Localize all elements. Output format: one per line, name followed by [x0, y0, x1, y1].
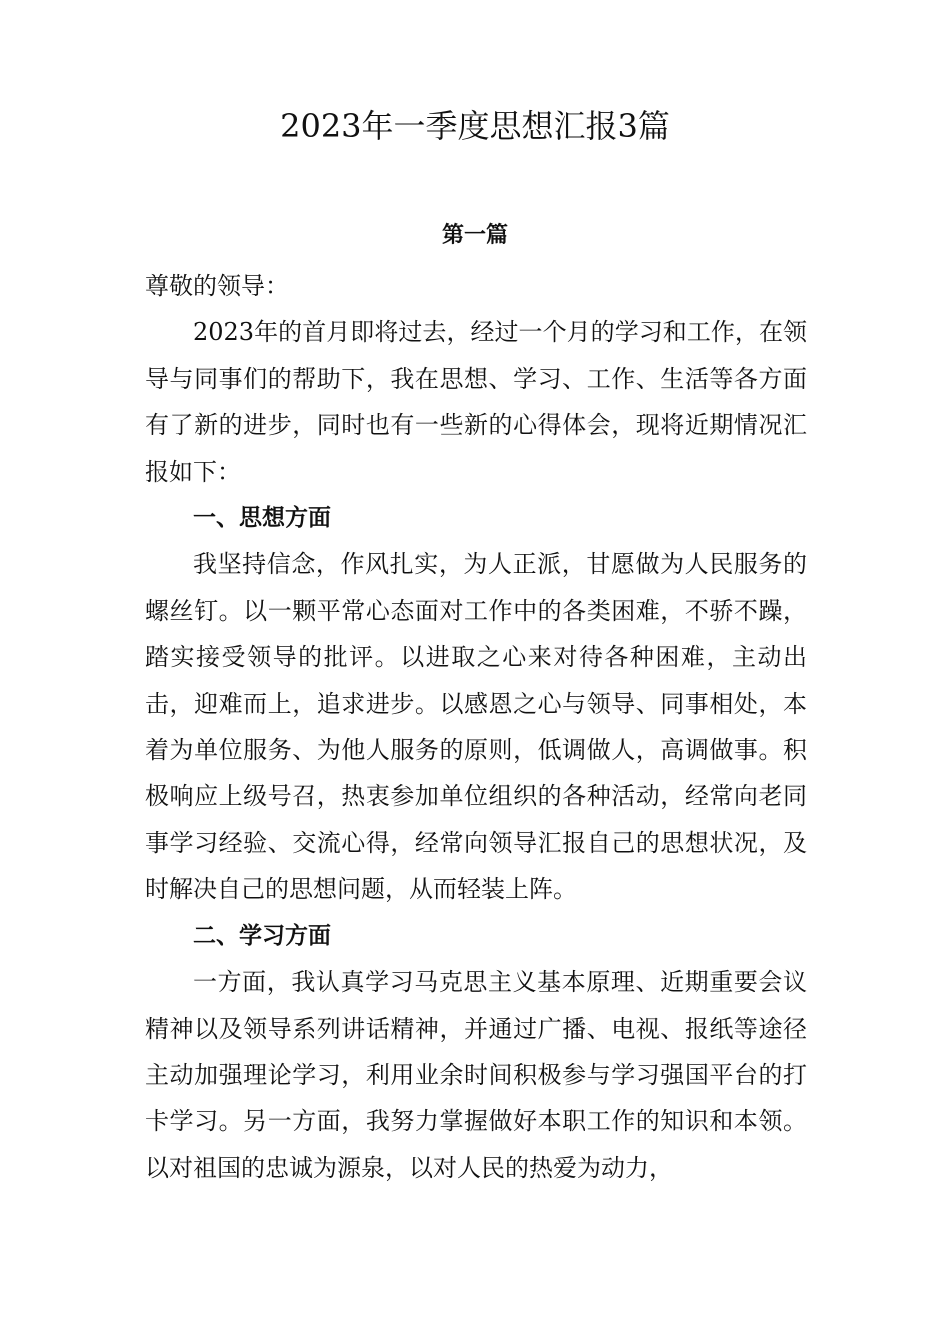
section-body-thought: 我坚持信念，作风扎实，为人正派，甘愿做为人民服务的螺丝钉。以一颗平常心态面对工作中的各类困难，不骄不躁，踏实接受领导的批评。以进取之心来对待各种困难，主动出击，迎难而上，追求进步。以感恩之心与领导、同事相处，本着为单位服务、为他人服务的原则，低调做人，高调做事。积极响应上级号召，热衷参加单位组织的各种活动，经常向老同事学习经验、交流心得，经常向领导汇报自己的思想状况，及时解决自己的思想问题，从而轻装上阵。	[145, 550, 807, 904]
salutation: 尊敬的领导：	[145, 272, 289, 300]
intro-paragraph: 2023年的首月即将过去，经过一个月的学习和工作，在领导与同事们的帮助下，我在思想、学习、工作、生活等各方面有了新的进步，同时也有一些新的心得体会，现将近期情况汇报如下：	[145, 318, 807, 486]
document-title: 2023年一季度思想汇报3篇	[280, 107, 670, 145]
section-body-study: 一方面，我认真学习马克思主义基本原理、近期重要会议精神以及领导系列讲话精神，并通过广播、电视、报纸等途径主动加强理论学习，利用业余时间积极参与学习强国平台的打卡学习。另一方面，我努力掌握做好本职工作的知识和本领。以对祖国的忠诚为源泉，以对人民的热爱为动力，	[145, 968, 807, 1182]
part-title: 第一篇	[441, 223, 508, 248]
section-heading-thought: 一、思想方面	[193, 505, 331, 532]
document-body	[145, 263, 807, 1191]
section-heading-study: 二、学习方面	[193, 922, 331, 949]
